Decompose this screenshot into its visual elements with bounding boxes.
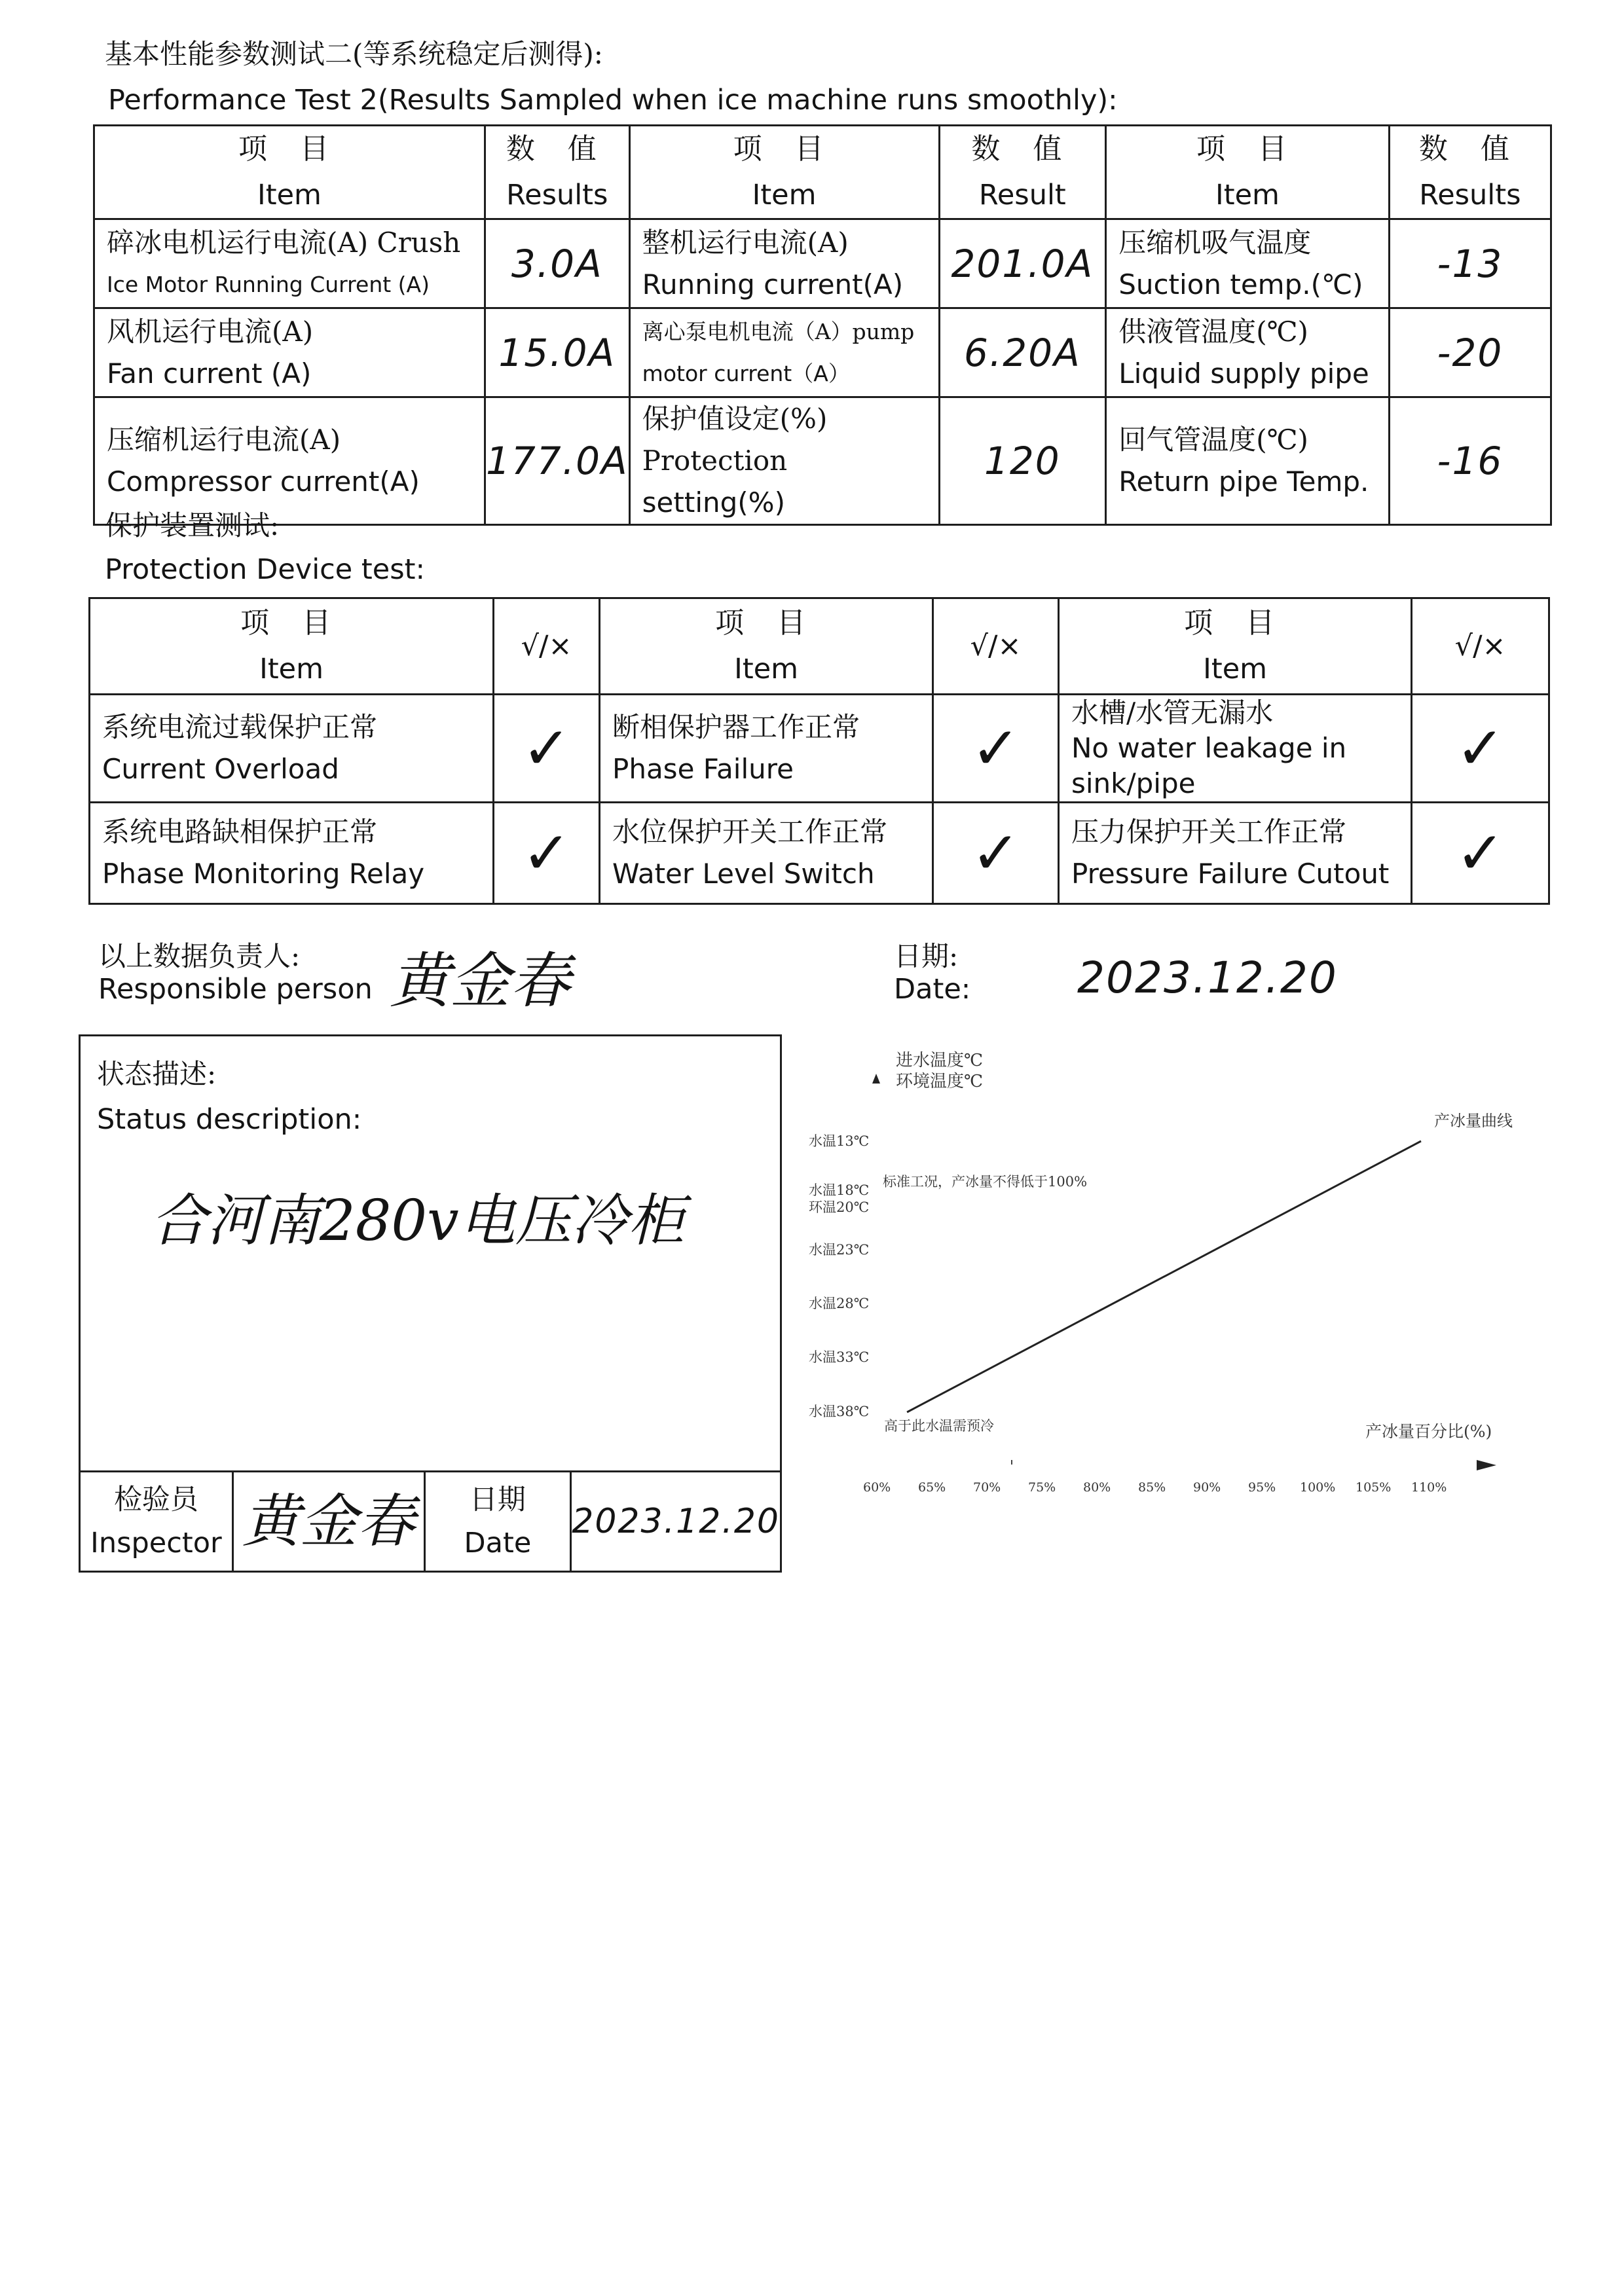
- value-liquid-supply-pipe: -20: [1389, 308, 1551, 397]
- x-axis-title: 产冰量百分比(%): [1365, 1422, 1492, 1441]
- header-item: 项 目 Item: [600, 598, 933, 695]
- protection-header-row: [90, 598, 1549, 695]
- annotation-standard-condition: 标准工况，产冰量不得低于100%: [883, 1174, 1088, 1190]
- check-phase-failure: ✓: [933, 695, 1059, 803]
- value-fan-current: 15.0A: [485, 308, 629, 397]
- item-water-leakage: 水槽/水管无漏水 No water leakage in sink/pipe: [1058, 695, 1411, 803]
- value-crush-motor-current: 3.0A: [485, 219, 629, 308]
- x-tick-label: 70%: [973, 1480, 1001, 1495]
- item-protection-setting: 保护值设定(%) Protection setting(%): [629, 397, 939, 525]
- item-suction-temp: 压缩机吸气温度 Suction temp.(℃): [1106, 219, 1390, 308]
- item-phase-monitoring-relay: 系统电路缺相保护正常 Phase Monitoring Relay: [90, 803, 494, 904]
- header-item: 项 目 Item: [1058, 598, 1411, 695]
- header-results: 数 值 Results: [485, 126, 629, 219]
- header-check-mark: √/×: [1412, 598, 1549, 695]
- y-axis-title-water-temp: 进水温度℃: [896, 1051, 984, 1070]
- x-tick-label: 85%: [1138, 1480, 1166, 1495]
- item-pressure-failure-cutout: 压力保护开关工作正常 Pressure Failure Cutout: [1058, 803, 1411, 904]
- status-label-chinese: 状态描述:: [97, 1058, 217, 1090]
- value-protection-setting: 120: [939, 397, 1106, 525]
- x-tick-label: 60%: [863, 1480, 891, 1495]
- table-row: [90, 695, 1549, 803]
- responsible-signature: 黄金春: [390, 946, 571, 1016]
- item-water-level-switch: 水位保护开关工作正常 Water Level Switch: [600, 803, 933, 904]
- header-item: 项 目 Item: [90, 598, 494, 695]
- protection-title-chinese: 保护装置测试:: [105, 509, 280, 541]
- series-label-ice-production-curve: 产冰量曲线: [1434, 1112, 1513, 1130]
- y-tick-label: 水温18℃: [809, 1182, 870, 1198]
- date-label-chinese: 日期:: [894, 940, 959, 972]
- header-results: 数 值 Results: [1389, 126, 1551, 219]
- inspector-label: 检验员 Inspector: [80, 1472, 233, 1572]
- table-row: [94, 308, 1551, 397]
- check-water-leakage: ✓: [1412, 695, 1549, 803]
- x-tick-label: 90%: [1193, 1480, 1221, 1495]
- header-item: 项 目 Item: [94, 126, 485, 219]
- item-phase-failure: 断相保护器工作正常 Phase Failure: [600, 695, 933, 803]
- header-item: 项 目 Item: [1106, 126, 1390, 219]
- header-check-mark: √/×: [933, 598, 1059, 695]
- x-tick-label: 80%: [1083, 1480, 1111, 1495]
- header-item: 项 目 Item: [629, 126, 939, 219]
- header-results: 数 值 Result: [939, 126, 1106, 219]
- inspector-signature: 黄金春: [232, 1472, 424, 1572]
- heading-english: Performance Test 2(Results Sampled when ice machine runs smoothly):: [108, 84, 1118, 117]
- y-tick-label: 水温13℃: [809, 1133, 870, 1149]
- annotation-precool: 高于此水温需预冷: [884, 1418, 994, 1434]
- check-pressure-failure-cutout: ✓: [1412, 803, 1549, 904]
- check-phase-monitoring-relay: ✓: [494, 803, 600, 904]
- x-tick-label: 95%: [1248, 1480, 1276, 1495]
- protection-title-english: Protection Device test:: [105, 553, 425, 586]
- responsible-label-chinese: 以上数据负责人:: [98, 940, 301, 972]
- table-row: [94, 397, 1551, 525]
- header-check-mark: √/×: [494, 598, 600, 695]
- ice-production-chart: [792, 1038, 1552, 1509]
- value-pump-motor-current: 6.20A: [939, 308, 1106, 397]
- item-current-overload: 系统电流过载保护正常 Current Overload: [90, 695, 494, 803]
- status-label-english: Status description:: [97, 1103, 362, 1136]
- value-running-current: 201.0A: [939, 219, 1106, 308]
- value-suction-temp: -13: [1389, 219, 1551, 308]
- item-compressor-current: 压缩机运行电流(A) Compressor current(A): [94, 397, 485, 525]
- y-tick-label: 水温33℃: [809, 1349, 870, 1365]
- y-axis-title-ambient-temp: 环境温度℃: [896, 1072, 984, 1091]
- table-row: [94, 219, 1551, 308]
- x-tick-label: 75%: [1028, 1480, 1056, 1495]
- value-compressor-current: 177.0A: [485, 397, 629, 525]
- responsible-label-english: Responsible person: [98, 973, 373, 1006]
- inspector-date-label: 日期 Date: [424, 1472, 571, 1572]
- responsible-date: 2023.12.20: [1077, 953, 1338, 1003]
- check-current-overload: ✓: [494, 695, 600, 803]
- y-tick-label: 环温20℃: [809, 1199, 870, 1215]
- inspector-date: 2023.12.20: [571, 1472, 781, 1572]
- table-row: [90, 803, 1549, 904]
- item-liquid-supply-pipe: 供液管温度(℃) Liquid supply pipe: [1106, 308, 1390, 397]
- y-axis-arrow: [872, 1074, 880, 1084]
- protection-table: [88, 597, 1550, 905]
- y-tick-label: 水温28℃: [809, 1296, 870, 1311]
- item-return-pipe-temp: 回气管温度(℃) Return pipe Temp.: [1106, 397, 1390, 525]
- inspector-table: [79, 1470, 782, 1573]
- x-axis-tick-labels: [863, 1480, 1447, 1495]
- performance-header-row: [94, 126, 1551, 219]
- check-water-level-switch: ✓: [933, 803, 1059, 904]
- item-running-current: 整机运行电流(A) Running current(A): [629, 219, 939, 308]
- heading-chinese: 基本性能参数测试二(等系统稳定后测得):: [105, 38, 603, 70]
- date-label-english: Date:: [894, 973, 971, 1006]
- y-tick-label: 水温23℃: [809, 1242, 870, 1258]
- item-fan-current: 风机运行电流(A) Fan current (A): [94, 308, 485, 397]
- x-tick-label: 100%: [1300, 1480, 1336, 1495]
- x-axis-arrow: [1477, 1460, 1496, 1470]
- x-tick-label: 110%: [1411, 1480, 1447, 1495]
- status-description-value: 合河南280v电压冷柜: [151, 1188, 684, 1254]
- item-crush-motor-current: 碎冰电机运行电流(A) Crush Ice Motor Running Current (A): [94, 219, 485, 308]
- y-tick-label: 水温38℃: [809, 1404, 870, 1419]
- item-pump-motor-current: 离心泵电机电流（A）pump motor current（A）: [629, 308, 939, 397]
- x-tick-label: 65%: [918, 1480, 946, 1495]
- performance-table: [93, 124, 1552, 526]
- x-tick-label: 105%: [1356, 1480, 1392, 1495]
- value-return-pipe-temp: -16: [1389, 397, 1551, 525]
